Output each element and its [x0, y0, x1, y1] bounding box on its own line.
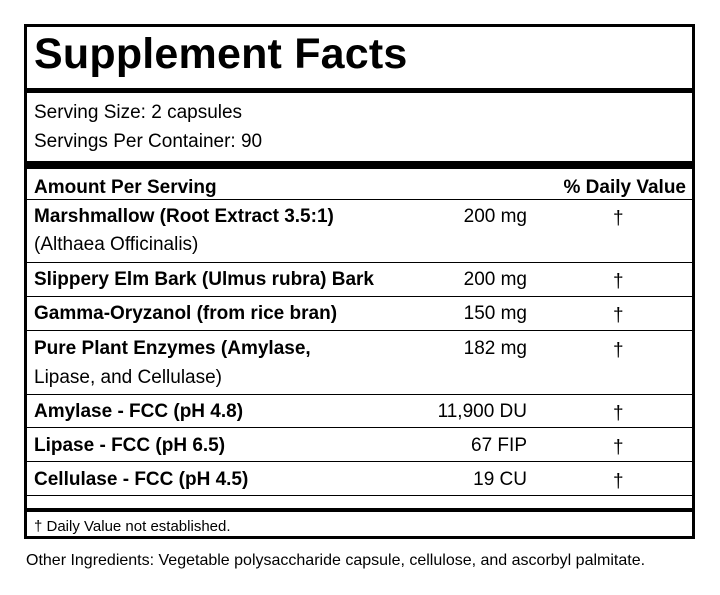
ingredient-name: Marshmallow (Root Extract 3.5:1) [34, 206, 334, 227]
daily-value-heading: % Daily Value [563, 177, 686, 198]
ingredient-daily-value: † [613, 208, 624, 229]
header-rule [27, 199, 692, 200]
ingredient-daily-value: † [613, 437, 624, 458]
ingredient-amount: 200 mg [463, 206, 527, 227]
serving-rule [27, 161, 692, 169]
ingredient-subtext: (Althaea Officinalis) [34, 234, 199, 255]
title-rule [27, 88, 692, 93]
ingredient-amount: 182 mg [463, 338, 527, 359]
ingredient-amount: 200 mg [463, 269, 527, 290]
ingredient-daily-value: † [613, 471, 624, 492]
ingredient-name: Slippery Elm Bark (Ulmus rubra) Bark [34, 269, 374, 290]
ingredient-daily-value: † [613, 340, 624, 361]
daily-value-footnote: † Daily Value not established. [34, 518, 231, 535]
row-divider [27, 330, 692, 331]
ingredient-amount: 11,900 DU [437, 401, 527, 422]
supplement-facts-panel [24, 24, 695, 539]
row-divider [27, 461, 692, 462]
amount-per-serving-heading: Amount Per Serving [34, 177, 217, 198]
ingredient-daily-value: † [613, 271, 624, 292]
other-ingredients: Other Ingredients: Vegetable polysaccharide capsule, cellulose, and ascorbyl palmitate. [26, 552, 646, 569]
ingredient-name: Gamma-Oryzanol (from rice bran) [34, 303, 338, 324]
ingredient-name: Lipase - FCC (pH 6.5) [34, 435, 226, 456]
row-divider [27, 262, 692, 263]
row-divider [27, 394, 692, 395]
ingredient-amount: 150 mg [463, 303, 527, 324]
footer-rule [27, 508, 692, 512]
panel-title: Supplement Facts [34, 30, 408, 78]
ingredient-daily-value: † [613, 305, 624, 326]
ingredient-amount: 67 FIP [471, 435, 527, 456]
serving-size: Serving Size: 2 capsules [34, 102, 243, 123]
row-divider [27, 495, 692, 496]
ingredient-name: Amylase - FCC (pH 4.8) [34, 401, 244, 422]
row-divider [27, 296, 692, 297]
servings-per-container: Servings Per Container: 90 [34, 131, 263, 152]
ingredient-name: Cellulase - FCC (pH 4.5) [34, 469, 249, 490]
ingredient-daily-value: † [613, 403, 624, 424]
row-divider [27, 427, 692, 428]
ingredient-amount: 19 CU [473, 469, 527, 490]
ingredient-subtext: Lipase, and Cellulase) [34, 367, 223, 388]
ingredient-name: Pure Plant Enzymes (Amylase, [34, 338, 311, 359]
